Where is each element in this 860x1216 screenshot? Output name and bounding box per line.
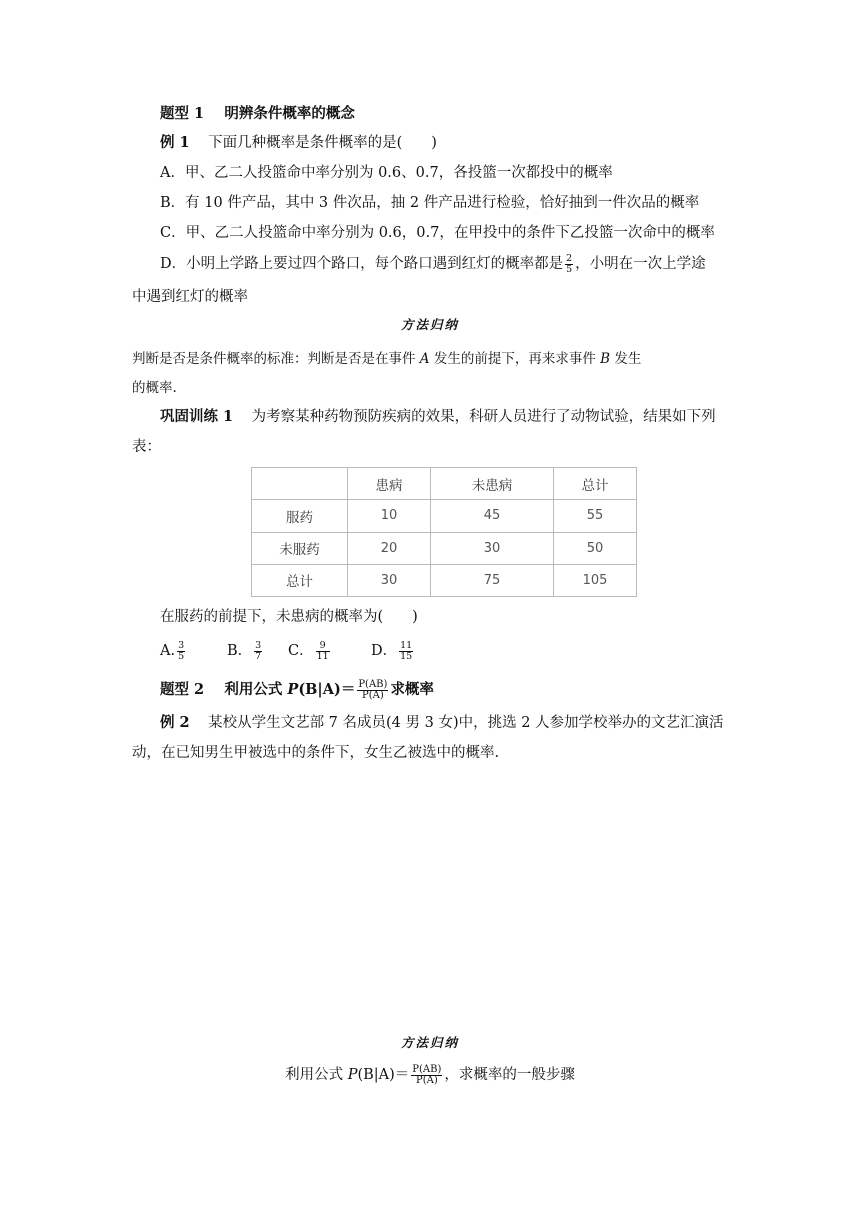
choice-d [371, 637, 415, 665]
method-summary-text-2 [0, 1062, 860, 1088]
method-summary-text-1 [132, 348, 641, 370]
type2-post: 求概率 [390, 681, 434, 698]
type1-label: 题型 1 [160, 105, 205, 122]
type2-fraction [357, 680, 388, 701]
type2-eq: ＝ [340, 681, 356, 698]
method2-fraction-num: P(AB) [412, 1063, 442, 1075]
choice-b-num: 3 [255, 639, 262, 651]
choice-a-num: 3 [178, 639, 185, 651]
training1-text-line2: 表： [132, 439, 161, 455]
table-row [252, 500, 637, 532]
choice-a [160, 637, 187, 665]
example1-option-a: A．甲、乙二人投篮命中率分别为 0.6、0.7，各投篮一次都投中的概率 [160, 165, 613, 181]
table-header-cell [252, 468, 348, 500]
type2-pre: 利用公式 [224, 681, 288, 698]
type2-fraction-num: P(AB) [358, 678, 388, 690]
section-heading-type2 [160, 677, 434, 703]
table-row-label: 未服药 [252, 532, 348, 564]
choice-c-num: 9 [316, 641, 330, 652]
choice-b-label: B． [227, 643, 253, 659]
table-header-cell: 总计 [553, 468, 636, 500]
example2-label: 例 2 [160, 714, 190, 731]
method-summary-text-1-continued: 的概率. [132, 380, 177, 396]
example2-text-line1: 某校从学生文艺部 7 名成员(4 男 3 女)中，挑选 2 人参加学校举办的文艺汇演活 [208, 715, 724, 731]
option-d-text-post: ，小明在一次上学途 [575, 256, 706, 272]
choice-a-den: 5 [178, 650, 185, 662]
choice-d-label: D． [371, 643, 398, 659]
example1-option-d [160, 253, 706, 275]
table-cell: 75 [430, 564, 553, 596]
method1-text-c: 发生 [610, 351, 642, 367]
method2-fraction [411, 1065, 442, 1086]
table-cell: 30 [430, 532, 553, 564]
training1-question: 在服药的前提下，未患病的概率为( ) [160, 609, 418, 625]
table-row-label: 服药 [252, 500, 348, 532]
choice-d-fraction [399, 641, 413, 662]
type1-title: 明辨条件概率的概念 [224, 105, 355, 122]
option-d-text-pre: D．小明上学路上要过四个路口，每个路口遇到红灯的概率都是 [160, 256, 564, 272]
example1-text: 下面几种概率是条件概率的是( ) [208, 135, 437, 151]
example1-label: 例 1 [160, 134, 190, 151]
table-cell: 10 [348, 500, 431, 532]
table-header-row [252, 468, 637, 500]
table-cell: 30 [348, 564, 431, 596]
method1-event-a: A [419, 351, 430, 367]
choice-b [227, 637, 264, 665]
example2-text [160, 712, 724, 734]
option-d-fraction [565, 254, 573, 275]
method1-text-a: 判断是否是条件概率的标准：判断是否是在事件 [132, 351, 420, 367]
method1-event-b: B [600, 351, 611, 367]
choice-c-fraction [316, 641, 330, 662]
type2-ba: (B|A) [298, 681, 341, 698]
option-d-fraction-den: 5 [566, 263, 573, 275]
example2-text-line2: 动，在已知男生甲被选中的条件下，女生乙被选中的概率. [132, 745, 500, 761]
example1-question [160, 132, 437, 154]
training1-text [160, 406, 716, 428]
example1-option-b: B．有 10 件产品，其中 3 件次品，抽 2 件产品进行检验，恰好抽到一件次品的概率 [160, 195, 700, 211]
choice-d-den: 15 [400, 650, 413, 662]
table-cell: 105 [553, 564, 636, 596]
type2-fraction-den: P(A) [362, 689, 384, 701]
table-cell: 50 [553, 532, 636, 564]
type2-p: P [287, 681, 299, 698]
method2-eq: ＝ [394, 1067, 410, 1083]
method2-post: ，求概率的一般步骤 [444, 1067, 575, 1083]
table-cell: 45 [430, 500, 553, 532]
method2-ba: (B|A) [357, 1067, 395, 1083]
choice-a-label: A. [160, 643, 176, 659]
table-cell: 55 [553, 500, 636, 532]
training1-label: 巩固训练 1 [160, 408, 234, 425]
choice-c [288, 637, 332, 665]
example1-option-c: C．甲、乙二人投篮命中率分别为 0.6，0.7，在甲投中的条件下乙投篮一次命中的概率 [160, 225, 715, 241]
option-d-fraction-num: 2 [566, 252, 573, 264]
example1-option-d-continued: 中遇到红灯的概率 [132, 289, 248, 305]
table-row-label: 总计 [252, 564, 348, 596]
drug-trial-table [251, 467, 637, 597]
choice-c-label: C． [288, 643, 314, 659]
method2-fraction-den: P(A) [415, 1074, 438, 1086]
choice-b-fraction [254, 641, 262, 662]
method2-pre: 利用公式 [285, 1067, 348, 1083]
type2-label: 题型 2 [160, 681, 205, 698]
training1-text-line1: 为考察某种药物预防疾病的效果，科研人员进行了动物试验，结果如下列 [251, 409, 716, 425]
choice-b-den: 7 [255, 650, 262, 662]
table-row [252, 564, 637, 596]
method-summary-title-1: 方法归纳 [400, 317, 459, 332]
table-header-cell: 未患病 [430, 468, 553, 500]
section-heading-type1 [160, 103, 355, 125]
table-header-cell: 患病 [348, 468, 431, 500]
table-row [252, 532, 637, 564]
table-cell: 20 [348, 532, 431, 564]
method-summary-title-2: 方法归纳 [400, 1035, 459, 1050]
choice-a-fraction [177, 641, 185, 662]
choice-d-num: 11 [400, 639, 413, 651]
choice-c-den: 11 [316, 650, 329, 662]
method2-p: P [347, 1067, 358, 1083]
method1-text-b: 发生的前提下，再来求事件 [429, 351, 601, 367]
